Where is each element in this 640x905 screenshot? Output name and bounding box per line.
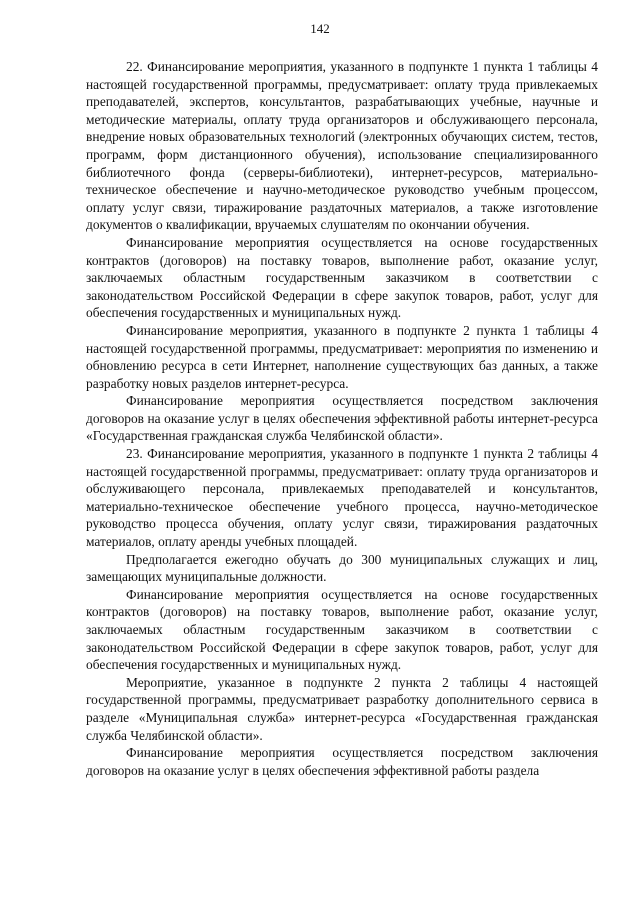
document-body [86, 58, 598, 779]
paragraph-section-contracts: Финансирование мероприятия осуществляется посредством заключения договоров на оказание услуг в целях обеспечения эффективной работы раздела [86, 745, 598, 778]
paragraph-internet-resource-contracts: Финансирование мероприятия осуществляется посредством заключения договоров на оказание услуг в целях обеспечения эффективной работы интернет-ресурса «Государственная гражданская служба Челябинской области». [86, 393, 598, 444]
paragraph-state-contracts: Финансирование мероприятия осуществляется на основе государственных контрактов (договоров) на поставку товаров, выполнение работ, оказание услуг, заключаемых областным государственным заказчиком в соответствии с законодательством Российской Федерации в сфере закупок товаров, работ, услуг для обеспечения государственных и муниципальных нужд. [86, 234, 598, 321]
paragraph-internet-resource-updates: Финансирование мероприятия, указанного в подпункте 2 пункта 1 таблицы 4 настоящей государственной программы, предусматривает: мероприятия по изменению и обновлению ресурса в сети Интернет, наполнение существующих баз данных, а также разработку новых разделов интернет-ресурса. [86, 322, 598, 391]
paragraph-state-contracts-repeat: Финансирование мероприятия осуществляется на основе государственных контрактов (договоров) на поставку товаров, выполнение работ, оказание услуг, заключаемых областным государственным заказчиком в соответствии с законодательством Российской Федерации в сфере закупок товаров, работ, услуг для обеспечения государственных и муниципальных нужд. [86, 586, 598, 673]
paragraph-municipal-service-section: Мероприятие, указанное в подпункте 2 пункта 2 таблицы 4 настоящей государственной программы, предусматривает разработку дополнительного сервиса в разделе «Муниципальная служба» интернет-ресурса «Государственная гражданская служба Челябинской области». [86, 674, 598, 743]
paragraph-23-municipal-training: 23. Финансирование мероприятия, указанного в подпункте 1 пункта 2 таблицы 4 настоящей государственной программы, предусматривает: оплату труда организаторов и обслуживающего персонала, привлекаемых преподавателей и консультантов, материально-техническое обеспечение учебного процесса, научно-методическое руководство процесса обучения, оплату услуг связи, тиражирования раздаточных материалов, оплату аренды учебных площадей. [86, 446, 598, 550]
paragraph-22-training-financing: 22. Финансирование мероприятия, указанного в подпункте 1 пункта 1 таблицы 4 настоящей государственной программы, предусматривает: оплату труда привлекаемых преподавателей, экспертов, консультантов, разрабатывающих учебные, научные и методические материалы, оплату труда организаторов и обслуживающего персонала, внедрение новых образовательных технологий (электронных обучающих систем, тестов, программ, форм дистанционного обучения), использование специализированного библиотечного фонда (серверы-библиотеки), интернет-ресурсов, материально-техническое обеспечение и научно-методическое руководство учебным процессом, оплату услуг связи, тиражирование раздаточных материалов, а также изготовление документов о квалификации, вручаемых слушателям по окончании обучения. [86, 59, 598, 233]
paragraph-annual-training-target: Предполагается ежегодно обучать до 300 муниципальных служащих и лиц, замещающих муниципальные должности. [86, 551, 598, 585]
page-number: 142 [310, 21, 330, 36]
